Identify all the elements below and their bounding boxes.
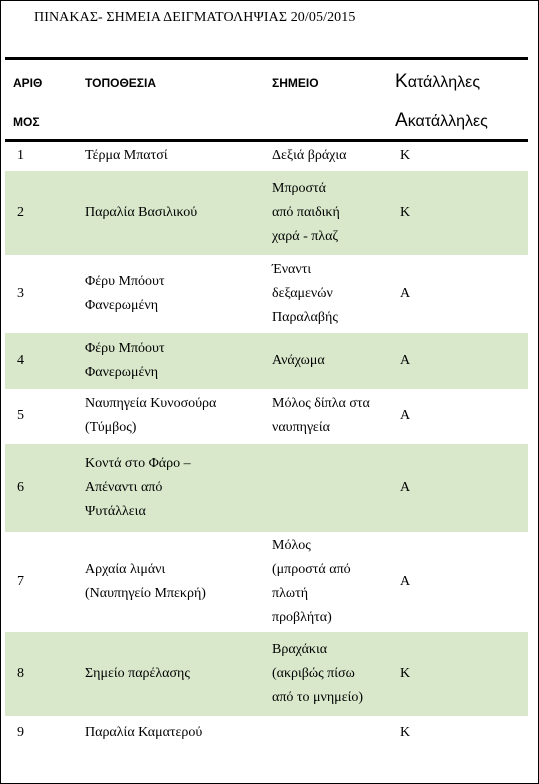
location-line: Παραλία Βασιλικού (85, 204, 198, 220)
header-result-unsuitable (395, 110, 488, 132)
point-line: Δεξιά βράχια (272, 148, 347, 164)
location-line: Κοντά στο Φάρο – (85, 455, 191, 471)
location-line: Φέρυ Μπόουτ (85, 273, 165, 289)
location-line: Τέρμα Μπατσί (85, 148, 168, 164)
location-line: Φέρυ Μπόουτ (85, 340, 165, 356)
table-row (5, 716, 528, 750)
header-result-suitable-rest: ατάλληλες (407, 74, 481, 91)
location-line: Φανερωμένη (85, 364, 159, 380)
location-line: (Τύμβος) (85, 420, 137, 435)
header-result-suitable-initial: Κ (395, 71, 408, 92)
location-line: Ναυπηγεία Κυνοσούρα (85, 396, 217, 411)
header-number-line1: ΑΡΙΘ (13, 76, 43, 90)
cell-number: 9 (17, 724, 24, 740)
cell-number: 1 (17, 148, 24, 164)
header-point (265, 59, 395, 141)
cell-number: 4 (5, 333, 75, 389)
table-row (5, 333, 528, 389)
point-line: πλωτή (272, 585, 309, 601)
cell-result: Α (395, 444, 528, 532)
cell-result: Κ (395, 171, 528, 255)
cell-result: Α (400, 285, 411, 301)
table-header-row (5, 59, 528, 141)
point-line: χαρά - πλαζ (272, 228, 339, 244)
point-line: ναυπηγεία (272, 420, 330, 435)
point-line: δεξαμενών (272, 285, 333, 301)
table-row (5, 532, 528, 632)
point-line: (ακριβώς πίσω (272, 665, 355, 681)
location-line: Αρχαία λιμάνι (85, 561, 166, 577)
cell-result: Α (400, 573, 411, 589)
table-row (5, 389, 528, 444)
cell-number: 7 (17, 573, 24, 589)
cell-result: Κ (400, 148, 411, 164)
cell-location (75, 532, 265, 632)
sampling-points-table (5, 57, 528, 750)
location-line: Παραλία Καματερού (85, 724, 203, 740)
location-line: Σημείο παρέλασης (85, 665, 190, 681)
cell-location (75, 255, 265, 333)
point-line: από παιδική (272, 204, 340, 220)
table-title: ΠΙΝΑΚΑΣ- ΣΗΜΕΙΑ ΔΕΙΓΜΑΤΟΛΗΨΙΑΣ 20/05/2015 (34, 10, 356, 25)
header-result-unsuitable-initial: Α (395, 110, 408, 131)
point-line: Μόλος (272, 537, 311, 553)
point-line: Βραχάκια (272, 641, 328, 657)
cell-result: Α (395, 333, 528, 389)
cell-number: 6 (5, 444, 75, 532)
point-line: Έναντι (272, 261, 312, 277)
location-line: Απέναντι από (85, 479, 163, 495)
cell-location (75, 141, 265, 171)
cell-point (265, 141, 395, 171)
table-row (5, 141, 528, 171)
header-location (75, 59, 265, 141)
cell-point (265, 255, 395, 333)
table-row (5, 632, 528, 716)
point-line: Παραλαβής (272, 309, 338, 325)
table-row (5, 255, 528, 333)
point-line: Μπροστά (272, 180, 327, 196)
header-number-line2: ΜΟΣ (13, 115, 40, 129)
cell-point (265, 444, 395, 532)
table-body (5, 141, 528, 750)
cell-result: Α (400, 408, 411, 423)
header-result-unsuitable-rest: κατάλληλες (407, 113, 488, 130)
header-location-label: ΤΟΠΟΘΕΣΙΑ (85, 76, 156, 90)
cell-location (75, 444, 265, 532)
point-line: από το μνημείο) (272, 689, 363, 705)
location-line: Φανερωμένη (85, 297, 159, 313)
location-line: (Ναυπηγείο Μπεκρή) (85, 585, 206, 601)
cell-point (265, 171, 395, 255)
header-result-suitable (395, 71, 480, 93)
cell-point (265, 333, 395, 389)
cell-number: 2 (5, 171, 75, 255)
cell-point (265, 716, 395, 750)
point-line: Μόλος δίπλα στα (272, 396, 370, 411)
table-row (5, 171, 528, 255)
cell-number: 8 (5, 632, 75, 716)
cell-point (265, 632, 395, 716)
point-line: προβλήτα) (272, 609, 332, 625)
cell-location (75, 333, 265, 389)
cell-location (75, 716, 265, 750)
cell-number: 5 (17, 408, 24, 423)
location-line: Ψυτάλλεια (85, 503, 146, 519)
header-result (395, 59, 528, 141)
cell-number: 3 (17, 285, 24, 301)
header-point-label: ΣΗΜΕΙΟ (272, 76, 319, 90)
cell-point (265, 389, 395, 444)
cell-location (75, 632, 265, 716)
point-line: (μπροστά από (272, 561, 351, 577)
cell-point (265, 532, 395, 632)
header-number (5, 59, 75, 141)
cell-result: Κ (400, 724, 411, 740)
cell-result: Κ (395, 632, 528, 716)
cell-location (75, 171, 265, 255)
cell-location (75, 389, 265, 444)
point-line: Ανάχωμα (272, 352, 325, 368)
table-row (5, 444, 528, 532)
